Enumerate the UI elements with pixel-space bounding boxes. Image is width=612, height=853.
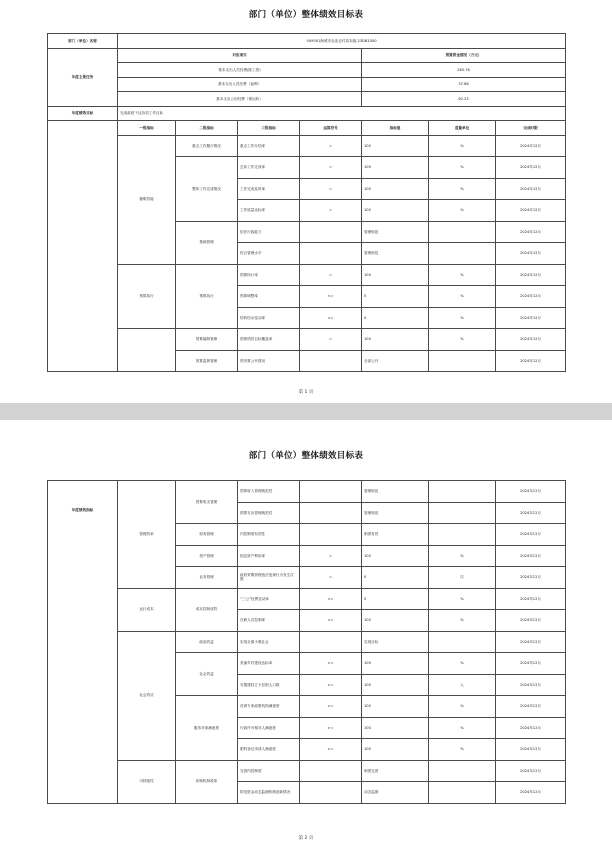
unit-cell: [429, 631, 496, 653]
l3-cell: 完善内控制度: [238, 760, 300, 782]
task-label: 年度主要任务: [48, 48, 118, 106]
value-cell: 100: [362, 178, 429, 200]
l3-cell: 综合管理水平: [238, 243, 300, 265]
deadline-cell: 2024年12月: [496, 135, 566, 157]
l3-cell: 内控制度有效性: [238, 524, 300, 546]
unit-cell: [429, 524, 496, 546]
l3-cell: 固定资产利用率: [238, 545, 300, 567]
indicator-label: 年度绩效指标: [48, 481, 118, 804]
value-cell: 0: [362, 307, 429, 329]
l3-cell: 重点工作办结率: [238, 135, 300, 157]
l2-cell: 社会效益: [176, 653, 238, 696]
value-cell: 100: [362, 135, 429, 157]
l3-cell: 预算调整率: [238, 286, 300, 308]
l3-cell: 行政许可相对人满意度: [238, 717, 300, 739]
l3-cell: 总体工作完成率: [238, 157, 300, 179]
header-deadline: 完成时限: [496, 121, 566, 136]
operator-cell: [300, 524, 362, 546]
indicator-row: [48, 264, 566, 286]
l3-cell: 预算执行率: [238, 264, 300, 286]
deadline-cell: 2024年12月: [496, 200, 566, 222]
operator-cell: <=: [300, 610, 362, 632]
l3-cell: 结转结余变动率: [238, 307, 300, 329]
page-title: 部门（单位）整体绩效目标表: [248, 10, 364, 20]
deadline-cell: 2024年12月: [496, 264, 566, 286]
deadline-cell: 2024年12月: [496, 760, 566, 782]
value-cell: 0: [362, 567, 429, 589]
operator-cell: <=: [300, 286, 362, 308]
dept-name: 049001海城市农业农村局本级-23DB1000: [118, 34, 566, 49]
performance-table-page-1: [47, 33, 566, 372]
deadline-cell: 2024年12月: [496, 524, 566, 546]
unit-cell: %: [429, 739, 496, 761]
operator-cell: >=: [300, 696, 362, 718]
unit-cell: %: [429, 696, 496, 718]
indicator-row: [48, 481, 566, 503]
deadline-cell: 2024年12月: [496, 221, 566, 243]
l3-cell: 工作完成及时率: [238, 178, 300, 200]
indicator-row: [48, 631, 566, 653]
l2-cell: 政治效益: [176, 631, 238, 653]
indicator-row: [48, 329, 566, 351]
l2-cell: 业务管理: [176, 567, 238, 589]
l2-cell: 重点工作履行情况: [176, 135, 238, 157]
l3-cell: 美丽乡村建设达标率: [238, 653, 300, 675]
page-number: 第 1 页: [298, 390, 314, 395]
unit-cell: %: [429, 157, 496, 179]
deadline-cell: 2024年12月: [496, 329, 566, 351]
value-cell: 100: [362, 329, 429, 351]
task-amount: 62.23: [362, 92, 566, 107]
goal-text: 完成政府下达各项工作目标: [118, 106, 566, 121]
l3-cell: 肥料登记申请人满意度: [238, 739, 300, 761]
header-operator: 运算符号: [300, 121, 362, 136]
value-cell: 100: [362, 717, 429, 739]
l3-cell: 防范资金动态监测机制创新情况: [238, 782, 300, 804]
performance-table-page-2: [47, 480, 566, 804]
l3-cell: 安置建档立卡贫困人口数: [238, 674, 300, 696]
l1-cell: 运行成本: [118, 588, 176, 631]
value-cell: 100: [362, 264, 429, 286]
unit-cell: %: [429, 717, 496, 739]
l2-cell: 预算执行: [176, 264, 238, 329]
deadline-cell: 2024年12月: [496, 545, 566, 567]
operator-cell: [300, 782, 362, 804]
operator-cell: [300, 221, 362, 243]
l2-cell: 成本控制成效: [176, 588, 238, 631]
unit-cell: %: [429, 135, 496, 157]
l3-cell: 首席专家政策机构满意度: [238, 696, 300, 718]
task-amount: 265.76: [362, 63, 566, 78]
deadline-cell: 2024年12月: [496, 307, 566, 329]
value-cell: 制度完善: [362, 760, 429, 782]
l2-cell: 预算监督管理: [176, 350, 238, 372]
value-cell: 100: [362, 674, 429, 696]
l3-cell: 工作质量达标率: [238, 200, 300, 222]
value-cell: 动态监测: [362, 782, 429, 804]
operator-cell: >=: [300, 653, 362, 675]
indicator-header-row: [48, 121, 566, 136]
l2-cell: 整体工作完成情况: [176, 157, 238, 222]
l1-cell: 管理效率: [118, 481, 176, 589]
header-l3: 三级指标: [238, 121, 300, 136]
task-row: [48, 92, 566, 107]
unit-cell: [429, 221, 496, 243]
l3-cell: 预算支出管理规范性: [238, 502, 300, 524]
operator-cell: =: [300, 264, 362, 286]
unit-cell: [429, 502, 496, 524]
l3-cell: 预决算公开情况: [238, 350, 300, 372]
l3-cell: 预算收入管理规范性: [238, 481, 300, 503]
deadline-cell: 2024年12月: [496, 739, 566, 761]
unit-cell: [429, 782, 496, 804]
l3-cell: 政府采购管理违法违规行为发生次数: [238, 567, 300, 589]
l3-cell: 依法行政能力: [238, 221, 300, 243]
indicator-row: [48, 760, 566, 782]
unit-cell: [429, 760, 496, 782]
operator-cell: [300, 502, 362, 524]
value-cell: 0: [362, 588, 429, 610]
value-cell: 100: [362, 653, 429, 675]
goal-row: [48, 106, 566, 121]
l1-cell: 履职效能: [118, 135, 176, 264]
value-cell: 管理规范: [362, 502, 429, 524]
task-name: 基本支出公用经费（保运转）: [118, 92, 362, 107]
unit-cell: %: [429, 588, 496, 610]
unit-cell: [429, 481, 496, 503]
deadline-cell: 2024年12月: [496, 588, 566, 610]
indicator-row: [48, 135, 566, 157]
operator-cell: =: [300, 329, 362, 351]
operator-cell: <=: [300, 588, 362, 610]
indicator-row: [48, 588, 566, 610]
unit-cell: %: [429, 610, 496, 632]
l1-cell: 预算执行: [118, 264, 176, 329]
operator-cell: <=: [300, 307, 362, 329]
deadline-cell: 2024年12月: [496, 350, 566, 372]
value-cell: 全部公开: [362, 350, 429, 372]
value-cell: 100: [362, 610, 429, 632]
deadline-cell: 2024年12月: [496, 502, 566, 524]
indicator-label-cell: [48, 121, 118, 372]
value-cell: 100: [362, 545, 429, 567]
operator-cell: =: [300, 567, 362, 589]
deadline-cell: 2024年12月: [496, 717, 566, 739]
value-cell: 管理规范: [362, 481, 429, 503]
page-2: [0, 420, 612, 853]
value-cell: 管理规范: [362, 243, 429, 265]
operator-cell: [300, 243, 362, 265]
page-1: [0, 0, 612, 403]
l2-cell: 体制机制改革: [176, 760, 238, 803]
task-row: [48, 77, 566, 92]
dept-row: [48, 34, 566, 49]
operator-cell: [300, 481, 362, 503]
value-cell: 实现目标: [362, 631, 429, 653]
page-title: 部门（单位）整体绩效目标表: [248, 451, 364, 461]
value-cell: 管理规范: [362, 221, 429, 243]
deadline-cell: 2024年12月: [496, 157, 566, 179]
operator-cell: =: [300, 135, 362, 157]
value-cell: 制度有效: [362, 524, 429, 546]
task-header-row: [48, 48, 566, 63]
operator-cell: =: [300, 178, 362, 200]
deadline-cell: 2024年12月: [496, 653, 566, 675]
l2-cell: 预算收支管理: [176, 481, 238, 524]
unit-cell: [429, 243, 496, 265]
l2-cell: 服务对象满意度: [176, 696, 238, 761]
unit-cell: [429, 350, 496, 372]
operator-cell: [300, 760, 362, 782]
value-cell: 5: [362, 286, 429, 308]
value-cell: 100: [362, 696, 429, 718]
dept-label: 部门（单位）名称: [48, 34, 118, 49]
unit-cell: %: [429, 653, 496, 675]
unit-cell: %: [429, 545, 496, 567]
deadline-cell: 2024年12月: [496, 696, 566, 718]
operator-cell: >=: [300, 674, 362, 696]
l3-cell: 在职人员控制率: [238, 610, 300, 632]
header-unit: 度量单位: [429, 121, 496, 136]
operator-cell: [300, 350, 362, 372]
unit-cell: %: [429, 264, 496, 286]
operator-cell: =: [300, 157, 362, 179]
l1-cell: 社会效应: [118, 631, 176, 760]
task-amount: 37.86: [362, 77, 566, 92]
unit-cell: 次: [429, 567, 496, 589]
unit-cell: %: [429, 200, 496, 222]
deadline-cell: 2024年12月: [496, 782, 566, 804]
l1-cell: [118, 329, 176, 372]
value-cell: 100: [362, 157, 429, 179]
deadline-cell: 2024年12月: [496, 610, 566, 632]
operator-cell: >=: [300, 739, 362, 761]
deadline-cell: 2024年12月: [496, 243, 566, 265]
l2-cell: 财务管理: [176, 524, 238, 546]
goal-label: 年度绩效目标: [48, 106, 118, 121]
task-header-budget: 预算资金情况（万元）: [362, 48, 566, 63]
operator-cell: [300, 631, 362, 653]
task-name: 基本支出人员经费（福利）: [118, 77, 362, 92]
task-header-project: 对应项目: [118, 48, 362, 63]
value-cell: 100: [362, 739, 429, 761]
task-name: 基本支出人员经费(除工资): [118, 63, 362, 78]
deadline-cell: 2024年12月: [496, 674, 566, 696]
unit-cell: %: [429, 307, 496, 329]
l3-cell: 预算绩效目标覆盖率: [238, 329, 300, 351]
unit-cell: 人: [429, 674, 496, 696]
l2-cell: 基础管理: [176, 221, 238, 264]
header-value: 指标值: [362, 121, 429, 136]
l3-cell: 实现全面小康社会: [238, 631, 300, 653]
l2-cell: 资产管理: [176, 545, 238, 567]
l3-cell: “三公”经费变动率: [238, 588, 300, 610]
operator-cell: =: [300, 545, 362, 567]
deadline-cell: 2024年12月: [496, 481, 566, 503]
header-l1: 一级指标: [118, 121, 176, 136]
deadline-cell: 2024年12月: [496, 286, 566, 308]
task-row: [48, 63, 566, 78]
deadline-cell: 2024年12月: [496, 631, 566, 653]
unit-cell: %: [429, 329, 496, 351]
deadline-cell: 2024年12月: [496, 178, 566, 200]
l2-cell: 预算编制管理: [176, 329, 238, 351]
l1-cell: 可持续性: [118, 760, 176, 803]
operator-cell: =: [300, 200, 362, 222]
deadline-cell: 2024年12月: [496, 567, 566, 589]
header-l2: 二级指标: [176, 121, 238, 136]
unit-cell: %: [429, 178, 496, 200]
unit-cell: %: [429, 286, 496, 308]
page-separator: [0, 403, 612, 420]
operator-cell: >=: [300, 717, 362, 739]
page-number: 第 2 页: [298, 836, 314, 841]
value-cell: 100: [362, 200, 429, 222]
